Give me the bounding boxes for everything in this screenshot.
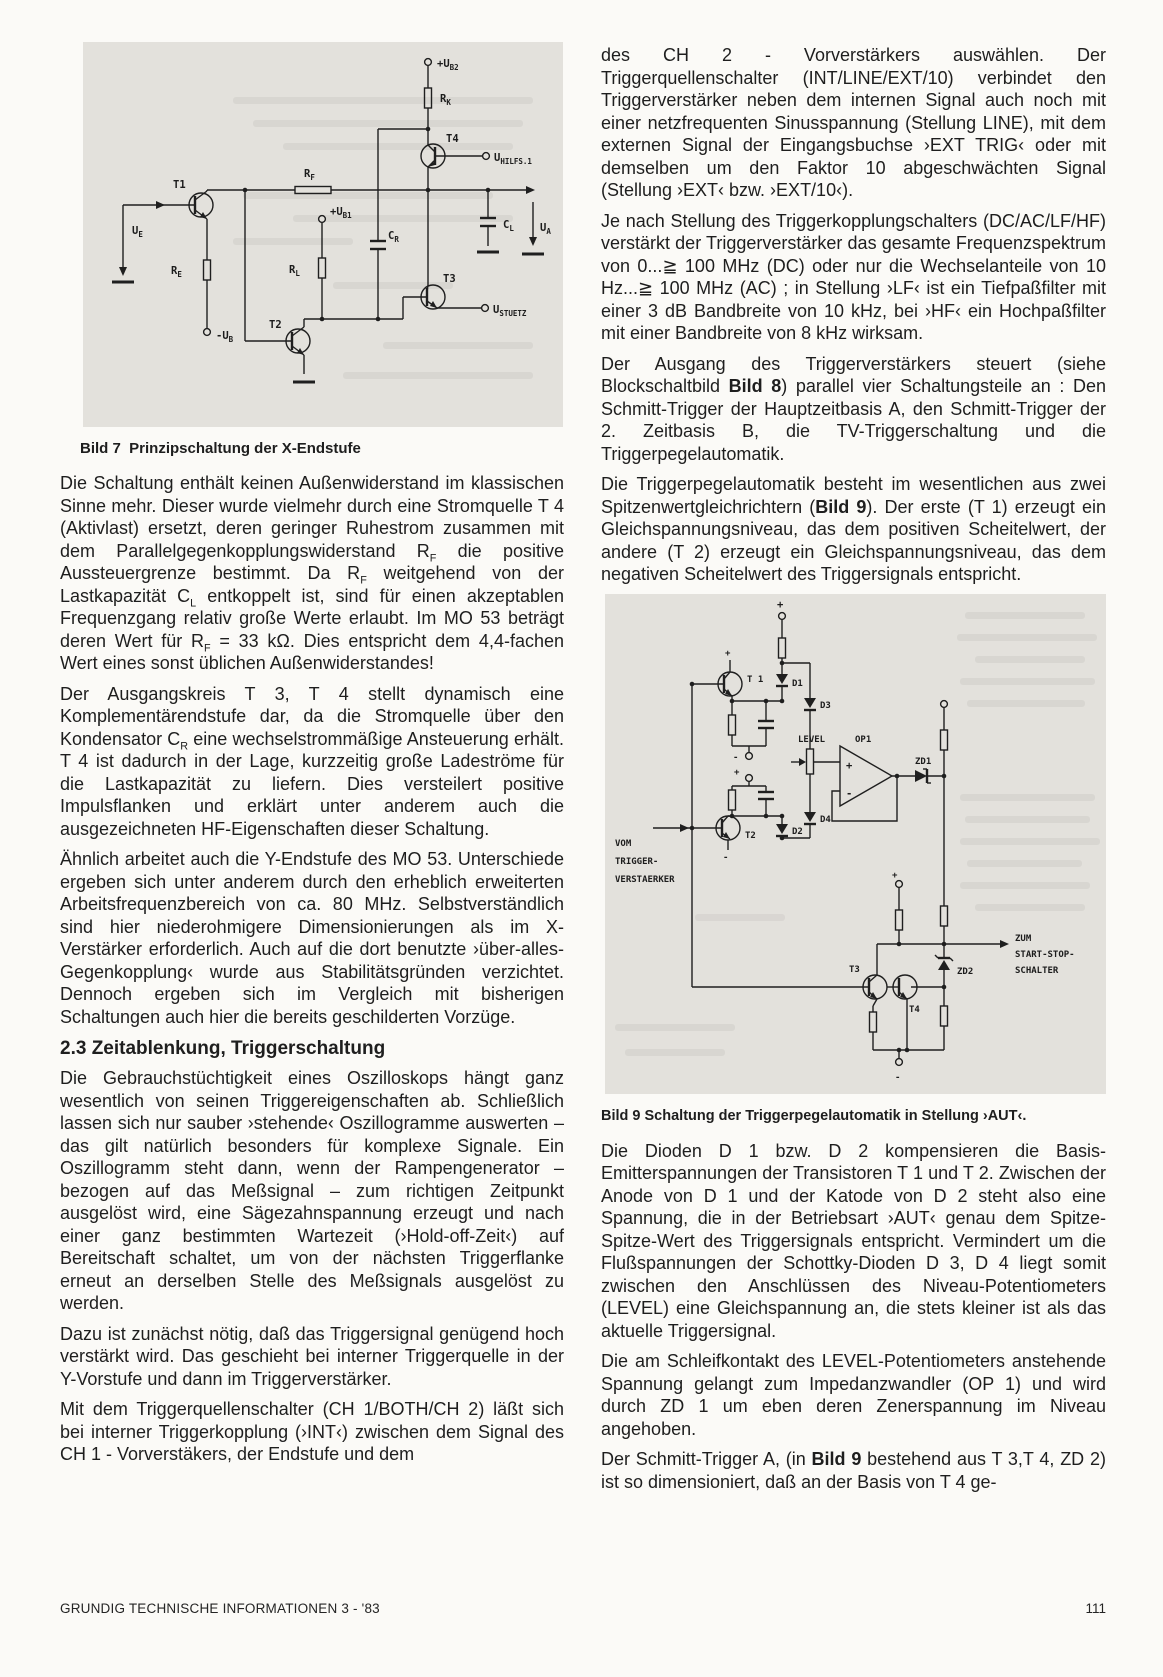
diode-d4 (804, 812, 816, 822)
wiper-arrow (799, 758, 806, 766)
label-minus: - (733, 752, 739, 763)
label-plus: + (892, 870, 898, 881)
paragraph: Die am Schleifkontakt des LEVEL-Potentiometers anstehende Spannung gelangt zum Impedanzwandler (OP 1) und wird durch ZD 1 um eben deren Zenerspannung im Niveau angehoben. (601, 1351, 1106, 1439)
label-t4: T4 (446, 133, 459, 145)
label-t3: T3 (443, 273, 456, 285)
terminal-plus (746, 774, 753, 781)
label-opamp-plus: + (846, 759, 853, 772)
level-potentiometer (807, 749, 814, 774)
label-ub1: $+U_{B1}$ (330, 206, 352, 220)
resistor (941, 730, 948, 750)
right-column (601, 44, 1106, 1501)
label-minus: - (723, 852, 729, 863)
resistor-rl (319, 258, 326, 278)
paragraph: Die Triggerpegelautomatik besteht im wesentlichen aus zwei Spitzenwertgleichrichtern (Bild 9). Der erste (T 1) erzeugt ein Gleichspannungsniveau, das dem positiven Scheitelwert, der andere (T 2) erzeugt ein Gleichspannungsniveau, das dem negativen Scheitelwert des Triggersignals entspricht. (601, 474, 1106, 584)
input-arrow (156, 201, 165, 209)
label-t1: T 1 (747, 674, 764, 685)
paragraph: Die Schaltung enthält keinen Außenwiderstand im klassischen Sinne mehr. Dieser wurde vielmehr durch eine Stromquelle T 4 (Aktivlast) ersetzt, deren geringer Ruhestrom zusammen mit dem Parallelgegenkopplungswiderstand $R_F$ die positive Aussteuergrenze bestimmt. Da $R_F$ weitgehend von der Lastkapazität $C_L$ entkoppelt ist, sind für einen akzeptablen Frequenzgang relativ große Werte erlaubt. Im MO 53 beträgt deren Wert für $R_F = 33$ kΩ. Dies entspricht dem 4,4-fachen Wert eines sonst üblichen Außenwiderstandes! (60, 473, 564, 673)
figure-bild9 (605, 594, 1106, 1094)
label-t2: T2 (269, 319, 282, 331)
section-heading: 2.3 Zeitablenkung, Triggerschaltung (60, 1038, 386, 1059)
label-level: LEVEL (798, 734, 826, 745)
journal-footer: GRUNDIG TECHNISCHE INFORMATIONEN 3 - '83 (60, 1601, 380, 1616)
label-plus: + (725, 648, 731, 659)
circuit-x-endstufe (83, 42, 563, 427)
resistor (779, 638, 786, 658)
label-uhilfs: $U_{HILFS.1}$ (494, 152, 532, 166)
diode-d1 (776, 674, 788, 684)
terminal-minus (746, 752, 753, 759)
label-zd2: ZD2 (957, 966, 974, 977)
figure-bild7 (83, 42, 563, 427)
label-t3: T3 (849, 964, 860, 975)
paragraph: Der Ausgangskreis T 3, T 4 stellt dynamisch eine Komplementärendstufe dar, da die Stromquelle über den Kondensator $C_R$ eine wechselstrommäßige Ansteuerung erhält. T 4 ist dadurch in der Lage, kurzzeitig große Ladeströme für die Lastkapazität zu liefern. Dies versteilert positive Impulsflanken und erklärt unter anderem auch die ausgezeichneten HF-Eigenschaften dieser Schaltung. (60, 683, 564, 839)
label-start-stop: START-STOP- (1015, 949, 1075, 960)
terminal-plus (896, 880, 903, 887)
resistor (941, 1006, 948, 1026)
diode-d2 (776, 824, 788, 834)
label-cr: $C_R$ (388, 230, 399, 244)
label-t2: T2 (745, 830, 756, 841)
zener-zd2 (938, 960, 950, 970)
terminal-uhilfs (483, 153, 490, 160)
resistor (729, 790, 736, 810)
paragraph: des CH 2 - Vorverstärkers auswählen. Der Triggerquellenschalter (INT/LINE/EXT/10) verbindet den Triggerverstärker neben dem internen Signal auch noch mit einer netzfrequenten Sinusspannung (Stellung LINE), mit dem externen Signal der Eingangsbuchse ›EXT TRIG‹ oder mit demselben um den Faktor 10 abgeschwächten Signal (Stellung ›EXT‹ bzw. ›EXT/10‹). (601, 45, 1106, 200)
label-plus: + (777, 598, 784, 611)
label-d2: D2 (792, 826, 803, 837)
resistor (870, 1012, 877, 1032)
label-verstaerker: VERSTAERKER (615, 874, 675, 885)
terminal-minus (896, 1058, 903, 1065)
paragraph: Dazu ist zunächst nötig, daß das Triggersignal genügend hoch verstärkt wird. Das geschieht bei interner Triggerquelle in der Y-Vorstufe und dann im Triggerverstärker. (60, 1323, 564, 1389)
label-minus-ub: $-U_B$ (216, 330, 234, 344)
label-ub2: $+U_{B2}$ (437, 58, 459, 72)
paragraph: Der Schmitt-Trigger A, (in Bild 9 bestehend aus T 3,T 4, ZD 2) ist so dimensioniert, daß an der Basis von T 4 ge- (601, 1449, 1106, 1492)
terminal-ub2 (425, 59, 432, 66)
label-cl: $C_L$ (503, 219, 514, 233)
zener-zd1 (915, 770, 927, 782)
output-arrow (526, 186, 535, 194)
paragraph: Der Ausgang des Triggerverstärkers steuert (siehe Blockschaltbild Bild 8) parallel vier Schaltungsteile an : Den Schmitt-Trigger der Hauptzeitbasis A, den Schmitt-Trigger der 2. Zeitbasis B, die TV-Triggerschaltung und die Triggerpegelautomatik. (601, 353, 1106, 464)
label-d3: D3 (820, 700, 831, 711)
diode-d3 (804, 698, 816, 708)
label-schalter: SCHALTER (1015, 965, 1059, 976)
resistor (729, 715, 736, 735)
paragraph: Je nach Stellung des Triggerkopplungschalters (DC/AC/LF/HF) verstärkt der Triggerverstärker das gesamte Frequenzspektrum von 0...≧ 100 MHz (DC) oder nur die Wechselanteile von 10 Hz...≧ 100 MHz (AC) ; in Stellung ›LF‹ ist ein Tiefpaßfilter mit einer 3 dB Bandbreite von 10 kHz, bei ›HF‹ ein Hochpaßfilter mit einer Bandbreite von 8 kHz wirksam. (601, 210, 1106, 343)
figure-caption-bild7: Bild 7 Prinzipschaltung der X-Endstufe (80, 440, 361, 457)
label-rf: $R_F$ (304, 168, 315, 182)
label-plus: + (734, 767, 740, 778)
resistor (941, 906, 948, 926)
terminal-minus-ub (204, 329, 211, 336)
label-t4: T4 (909, 1004, 920, 1015)
paragraph: Die Dioden D 1 bzw. D 2 kompensieren die Basis-Emitterspannungen der Transistoren T 1 und T 2. Zwischen der Anode von D 1 und der Katode von D 2 steht also eine Spannung, die in der Betriebsart ›AUT‹ genau dem Spitze-Spitze-Wert des Triggersignals entspricht. Vermindert um die Flußspannungen der Schottky-Dioden D 3, D 4 liegt somit zwischen den Anschlüssen des Niveau-Potentiometers (LEVEL) eine Gleichspannung an, die stets kleiner ist als das aktuelle Triggersignal. (601, 1140, 1106, 1341)
label-rl: $R_L$ (289, 264, 300, 278)
label-op1: OP1 (855, 734, 872, 745)
label-ue: $U_E$ (132, 225, 143, 239)
terminal-plus (779, 612, 786, 619)
resistor-re (204, 260, 211, 280)
label-rk: $R_K$ (440, 93, 451, 107)
terminal-supply (941, 700, 948, 707)
label-d4: D4 (820, 814, 831, 825)
bleed-through-texture (615, 612, 1100, 1056)
terminal-ub1 (319, 216, 326, 223)
circuit-triggerpegelautomatik (605, 594, 1106, 1094)
start-stop-arrow (1000, 940, 1009, 948)
resistor (896, 910, 903, 930)
paragraph: Ähnlich arbeitet auch die Y-Endstufe des MO 53. Unterschiede ergeben sich unter anderem durch den erheblich erweiterten Arbeitsfrequenzbereich von ca. 80 MHz. Selbstverständlich sind hier niederohmigere Dimensionierungen als im X-Verstärker erforderlich. Auch auf die dort benutzte ›über-alles-Gegenkopplung‹ wurde aus Stabilitätsgründen verzichtet. Dennoch ergeben sich im Vergleich mit bisherigen Schaltungen auch hier die bereits geschilderten Vorzüge. (60, 849, 564, 1027)
paragraph: Die Gebrauchstüchtigkeit eines Oszilloskops hängt ganz wesentlich von seinen Triggereigenschaften ab. Schließlich lassen sich nur sauber ›stehende‹ Oszillogramme auswerten – das gilt natürlich besonders für komplexe Signale. Ein Oszillogramm steht dann, wenn der Rampengenerator – bezogen auf das Meßsignal – zum richtigen Zeitpunkt ausgelöst wird, eine Sägezahnspannung erzeugt und nach einer ganz bestimmten Wartezeit (›Hold-off-Zeit‹) auf Bereitschaft schaltet, um von der nächsten Triggerflanke erneut an derselben Stelle des Meßsignals ausgelöst zu werden. (60, 1068, 564, 1313)
label-re: $R_E$ (171, 265, 182, 279)
label-zum: ZUM (1015, 933, 1032, 944)
page-number: 111 (1085, 1601, 1106, 1616)
label-minus: - (895, 1072, 901, 1083)
input-arrow (680, 824, 689, 832)
label-ua: $U_A$ (540, 222, 551, 236)
figure-caption-bild9: Bild 9 Schaltung der Triggerpegelautomatik in Stellung ›AUT‹. (601, 1107, 1027, 1124)
left-column (60, 42, 564, 1474)
label-t1: T1 (173, 179, 186, 191)
label-d1: D1 (792, 678, 803, 689)
label-ustuetz: $U_{STUETZ}$ (493, 304, 527, 318)
label-zd1: ZD1 (915, 756, 932, 767)
label-trigger: TRIGGER- (615, 856, 659, 867)
paragraph: Mit dem Triggerquellenschalter (CH 1/BOTH/CH 2) läßt sich bei interner Triggerkopplung (›INT‹) zwischen dem Signal des CH 1 - Vorverstäkers, der Endstufe und dem (60, 1399, 564, 1464)
label-opamp-minus: - (846, 787, 853, 800)
label-vom: VOM (615, 838, 632, 849)
terminal-ustuetz (482, 305, 489, 312)
